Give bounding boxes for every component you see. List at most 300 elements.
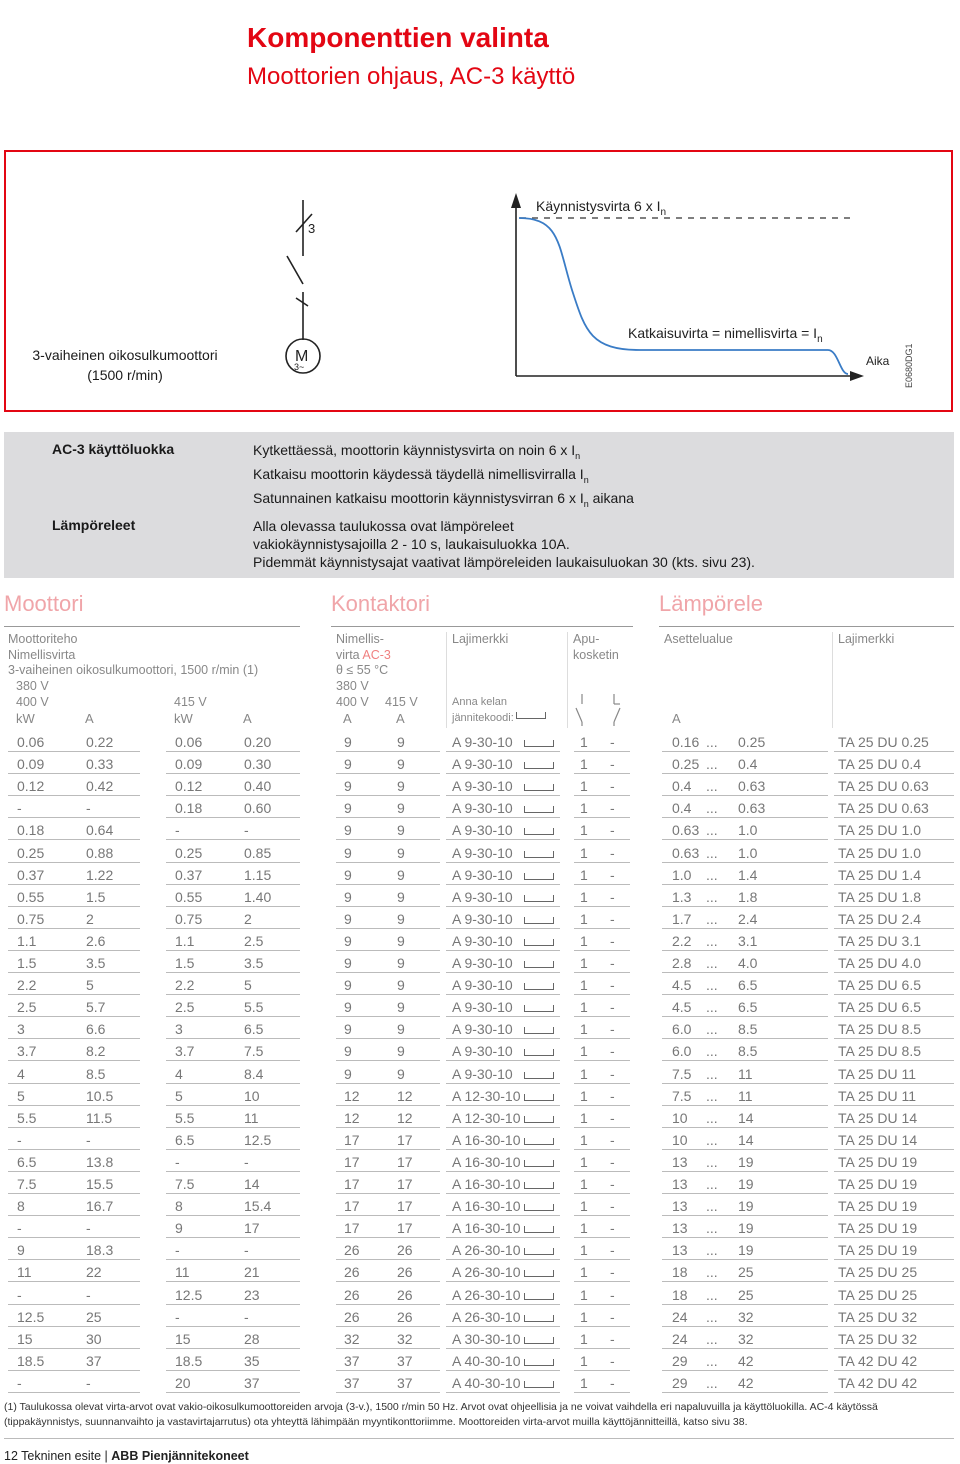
aux-contact-icons <box>568 690 638 730</box>
range-max: 32 <box>738 1330 754 1347</box>
aux-nc: - <box>610 932 615 949</box>
range-min: 0.16 <box>672 734 700 750</box>
aux-no: 1 <box>580 977 588 994</box>
motor-a-380-400: - <box>86 1220 91 1237</box>
aux-no: 1 <box>580 844 588 861</box>
coil-code-icon <box>524 1226 554 1233</box>
motor-a-415: 35 <box>244 1352 260 1369</box>
range-max: 4.0 <box>738 955 758 971</box>
coil-code-icon <box>524 939 554 946</box>
contactor-header: Nimellis- virta AC-3 θ ≤ 55 °C 380 V <box>336 632 391 694</box>
coil-code-icon <box>524 1337 554 1344</box>
range-separator: ... <box>706 866 718 883</box>
range-separator: ... <box>706 910 718 927</box>
relay-type: TA 25 DU 32 <box>838 1308 918 1325</box>
range-min: 4.5 <box>672 999 692 1016</box>
aux-nc: - <box>610 1131 615 1148</box>
motor-a-380-400: 37 <box>86 1352 102 1369</box>
header-divider-3 <box>832 632 833 728</box>
range-separator: ... <box>706 778 718 795</box>
motor-a-380-400: 5.7 <box>86 999 106 1016</box>
motor-a-415: 21 <box>244 1264 260 1281</box>
motor-a-380-400: 10.5 <box>86 1087 114 1104</box>
contactor-a-2: A <box>396 711 405 726</box>
range-separator: ... <box>706 1176 718 1192</box>
aux-nc: - <box>610 756 615 773</box>
range-min: 0.63 <box>672 844 700 861</box>
range-separator: ... <box>706 955 718 971</box>
relay-type: TA 25 DU 19 <box>838 1220 918 1237</box>
contactor-type: A 9-30-10 <box>452 977 513 994</box>
relay-type: TA 25 DU 1.8 <box>838 888 922 905</box>
motor-kw-415: 20 <box>175 1374 191 1391</box>
aux-no: 1 <box>580 932 588 949</box>
aux-no: 1 <box>580 910 588 927</box>
motor-kw-380-400: - <box>17 1220 22 1237</box>
contactor-type: A 9-30-10 <box>452 932 513 949</box>
motor-a-380-400: 16.7 <box>86 1198 114 1215</box>
aux-no: 1 <box>580 1264 588 1281</box>
contactor-a-415: 9 <box>397 866 405 883</box>
motor-a-415: 1.40 <box>244 888 272 905</box>
range-separator: ... <box>706 1043 718 1060</box>
aux-no: 1 <box>580 1330 588 1347</box>
relay-text: Alla olevassa taulukossa ovat lämpöreleet vakiokäynnistysajoilla 2 - 10 s, laukaisuluokka 10A. Pidemmät käynnistysajat vaativat lämpöreleiden laukaisuluokan 30 (kts. sivu 23). <box>253 518 755 570</box>
aux-no: 1 <box>580 999 588 1016</box>
motor-kw-415: - <box>175 1153 180 1170</box>
coil-code-header: Anna kelan jännitekoodi: <box>452 695 546 726</box>
range-separator: ... <box>706 756 718 773</box>
motor-a-415: 11 <box>244 1109 259 1126</box>
aux-nc: - <box>610 1242 615 1259</box>
contactor-a-400: 9 <box>344 955 352 971</box>
aux-nc: - <box>610 910 615 927</box>
range-max: 14 <box>738 1109 754 1126</box>
motor-kw-380-400: 18.5 <box>17 1352 45 1369</box>
range-separator: ... <box>706 1330 718 1347</box>
contactor-type: A 12-30-10 <box>452 1087 521 1104</box>
range-min: 4.5 <box>672 977 692 994</box>
motor-kw-380-400: 0.37 <box>17 866 45 883</box>
aux-no: 1 <box>580 1286 588 1303</box>
contactor-type: A 9-30-10 <box>452 910 513 927</box>
coil-code-icon <box>524 917 554 924</box>
range-max: 0.63 <box>738 778 766 795</box>
motor-kw-380-400: 3.7 <box>17 1043 37 1060</box>
contactor-a-400: 9 <box>344 734 352 750</box>
motor-a-415: 14 <box>244 1176 260 1192</box>
motor-kw-415: 0.09 <box>175 756 203 773</box>
motor-a-380-400: 8.5 <box>86 1065 106 1082</box>
section-contactor-rule <box>331 626 633 627</box>
aux-no: 1 <box>580 1308 588 1325</box>
contactor-a-415: 12 <box>397 1087 413 1104</box>
contactor-a-415: 9 <box>397 800 405 817</box>
contactor-type: A 26-30-10 <box>452 1242 521 1259</box>
range-min: 0.4 <box>672 800 692 817</box>
range-max: 25 <box>738 1264 754 1281</box>
contactor-type: A 9-30-10 <box>452 888 513 905</box>
range-min: 18 <box>672 1286 688 1303</box>
section-motor: Moottori <box>4 591 84 616</box>
motor-a-415: 1.15 <box>244 866 272 883</box>
contactor-a-415: 17 <box>397 1153 413 1170</box>
motor-kw-415: 6.5 <box>175 1131 195 1148</box>
contactor-a-400: 37 <box>344 1352 360 1369</box>
motor-a-380-400: 13.8 <box>86 1153 114 1170</box>
contactor-type: A 9-30-10 <box>452 734 513 750</box>
motor-kw-415: 0.37 <box>175 866 203 883</box>
motor-kw-415: 1.1 <box>175 932 195 949</box>
coil-code-icon <box>524 983 554 990</box>
table-row <box>0 774 960 796</box>
motor-a-380-400: 0.88 <box>86 844 114 861</box>
table-row <box>0 1128 960 1150</box>
range-min: 18 <box>672 1264 688 1281</box>
range-min: 2.2 <box>672 932 692 949</box>
contactor-type: A 26-30-10 <box>452 1286 521 1303</box>
motor-kw-415: 9 <box>175 1220 183 1237</box>
motor-a-415: 0.20 <box>244 734 272 750</box>
relay-type: TA 25 DU 6.5 <box>838 999 922 1016</box>
motor-a-380-400: 2 <box>86 910 94 927</box>
aux-nc: - <box>610 1021 615 1038</box>
motor-letter: M <box>295 348 309 365</box>
relay-type: TA 25 DU 3.1 <box>838 932 922 949</box>
contactor-a-415: 26 <box>397 1308 413 1325</box>
footer-rule <box>4 1438 954 1439</box>
contactor-a-415: 9 <box>397 844 405 861</box>
row-divider <box>834 1392 954 1393</box>
range-separator: ... <box>706 1065 718 1082</box>
coil-code-icon <box>524 806 554 813</box>
contactor-a-400: 17 <box>344 1131 360 1148</box>
contactor-type: A 16-30-10 <box>452 1176 521 1192</box>
contactor-a-400: 9 <box>344 866 352 883</box>
relay-type: TA 25 DU 1.0 <box>838 822 922 839</box>
table-row <box>0 907 960 929</box>
table-row <box>0 1017 960 1039</box>
relay-type: TA 25 DU 0.63 <box>838 778 929 795</box>
aux-no: 1 <box>580 1065 588 1082</box>
motor-kw-380-400: - <box>17 1374 22 1391</box>
motor-kw-415: 0.06 <box>175 734 203 750</box>
contactor-a-415: 26 <box>397 1286 413 1303</box>
contactor-a-415: 9 <box>397 1021 405 1038</box>
range-a: A <box>672 711 681 726</box>
aux-no: 1 <box>580 955 588 971</box>
aux-no: 1 <box>580 1374 588 1391</box>
range-min: 13 <box>672 1198 688 1215</box>
aux-no: 1 <box>580 866 588 883</box>
row-divider <box>336 1392 440 1393</box>
table-row <box>0 796 960 818</box>
aux-nc: - <box>610 1286 615 1303</box>
motor-kw-380-400: 15 <box>17 1330 33 1347</box>
coil-code-icon <box>524 740 554 747</box>
motor-kw-380-400: 0.55 <box>17 888 45 905</box>
range-separator: ... <box>706 1021 718 1038</box>
table-row <box>0 1371 960 1393</box>
coil-code-icon <box>524 1293 554 1300</box>
range-min: 13 <box>672 1153 688 1170</box>
table-row <box>0 1260 960 1282</box>
start-current-label: Käynnistysvirta 6 x $I_n$ <box>536 198 667 218</box>
coil-code-icon <box>524 1248 554 1255</box>
aux-nc: - <box>610 1065 615 1082</box>
motor-kw-415: 0.18 <box>175 800 203 817</box>
aux-nc: - <box>610 1308 615 1325</box>
motor-kw-415: 3 <box>175 1021 183 1038</box>
motor-a-415: 8.4 <box>244 1065 264 1082</box>
aux-nc: - <box>610 778 615 795</box>
motor-a-380-400: 1.22 <box>86 866 114 883</box>
aux-nc: - <box>610 1198 615 1215</box>
contactor-a-400: 17 <box>344 1176 360 1192</box>
aux-no: 1 <box>580 1043 588 1060</box>
table-row <box>0 1172 960 1194</box>
aux-no: 1 <box>580 1220 588 1237</box>
relay-type: TA 25 DU 32 <box>838 1330 918 1347</box>
motor-kw-380-400: 6.5 <box>17 1153 37 1170</box>
relay-type: TA 25 DU 1.0 <box>838 844 922 861</box>
contactor-a-415: 9 <box>397 999 405 1016</box>
contactor-a-400: 9 <box>344 1065 352 1082</box>
contactor-type: A 30-30-10 <box>452 1330 521 1347</box>
range-separator: ... <box>706 932 718 949</box>
contactor-a-400: 12 <box>344 1109 360 1126</box>
motor-kw-380-400: 2.2 <box>17 977 37 994</box>
motor-kw-380-400: 7.5 <box>17 1176 37 1192</box>
aux-nc: - <box>610 1352 615 1369</box>
motor-kw-380-400: 0.12 <box>17 778 45 795</box>
range-max: 1.0 <box>738 822 758 839</box>
aux-nc: - <box>610 1109 615 1126</box>
range-max: 19 <box>738 1153 754 1170</box>
range-min: 24 <box>672 1330 688 1347</box>
contactor-a-415: 9 <box>397 734 405 750</box>
motor-a-415: 15.4 <box>244 1198 272 1215</box>
range-max: 1.8 <box>738 888 758 905</box>
contactor-a-415: 37 <box>397 1352 413 1369</box>
contactor-a-400: 9 <box>344 822 352 839</box>
range-min: 24 <box>672 1308 688 1325</box>
range-separator: ... <box>706 1198 718 1215</box>
range-min: 7.5 <box>672 1087 692 1104</box>
relay-type: TA 25 DU 19 <box>838 1198 918 1215</box>
range-min: 1.3 <box>672 888 692 905</box>
range-separator: ... <box>706 844 718 861</box>
motor-kw-415: 0.55 <box>175 888 203 905</box>
table-row <box>0 1283 960 1305</box>
motor-kw-415: 0.12 <box>175 778 203 795</box>
coil-code-icon <box>524 828 554 835</box>
aux-nc: - <box>610 1330 615 1347</box>
motor-kw-380-400: 1.1 <box>17 932 37 949</box>
table-row <box>0 841 960 863</box>
aux-nc: - <box>610 1087 615 1104</box>
motor-a-1: A <box>85 711 94 726</box>
coil-code-icon <box>524 1315 554 1322</box>
motor-a-415: 10 <box>244 1087 260 1104</box>
motor-kw-415: 0.75 <box>175 910 203 927</box>
relay-type: TA 25 DU 4.0 <box>838 955 922 971</box>
table-row <box>0 863 960 885</box>
range-separator: ... <box>706 822 718 839</box>
aux-nc: - <box>610 955 615 971</box>
range-min: 29 <box>672 1374 688 1391</box>
table-row <box>0 885 960 907</box>
contactor-a-400: 9 <box>344 999 352 1016</box>
coil-code-icon <box>524 895 554 902</box>
motor-a-415: - <box>244 1308 249 1325</box>
motor-a-380-400: 5 <box>86 977 94 994</box>
motor-a-415: 2 <box>244 910 252 927</box>
motor-kw-380-400: 5.5 <box>17 1109 37 1126</box>
motor-a-415: 0.60 <box>244 800 272 817</box>
aux-nc: - <box>610 1043 615 1060</box>
coil-code-icon <box>524 851 554 858</box>
contactor-type: A 9-30-10 <box>452 800 513 817</box>
aux-nc: - <box>610 1374 615 1391</box>
range-separator: ... <box>706 1087 718 1104</box>
table-row <box>0 973 960 995</box>
relay-type: TA 25 DU 1.4 <box>838 866 922 883</box>
motor-a-380-400: 22 <box>86 1264 102 1281</box>
contactor-a-400: 17 <box>344 1153 360 1170</box>
aux-no: 1 <box>580 1198 588 1215</box>
contactor-a-400: 9 <box>344 910 352 927</box>
motor-a-380-400: 0.64 <box>86 822 114 839</box>
motor-kw-415: 1.5 <box>175 955 195 971</box>
aux-no: 1 <box>580 888 588 905</box>
contactor-a-415: 9 <box>397 778 405 795</box>
motor-kw-380-400: 11 <box>17 1264 32 1281</box>
row-divider <box>446 1392 560 1393</box>
range-separator: ... <box>706 999 718 1016</box>
range-min: 2.8 <box>672 955 692 971</box>
motor-kw-415: 7.5 <box>175 1176 195 1192</box>
motor-kw-380-400: 8 <box>17 1198 25 1215</box>
relay-type: TA 25 DU 19 <box>838 1176 918 1192</box>
contactor-type: A 40-30-10 <box>452 1352 521 1369</box>
phase-count: 3 <box>308 221 316 236</box>
range-min: 13 <box>672 1242 688 1259</box>
motor-a-380-400: 2.6 <box>86 932 106 949</box>
contactor-type: A 9-30-10 <box>452 955 513 971</box>
range-min: 6.0 <box>672 1021 692 1038</box>
relay-type: TA 25 DU 2.4 <box>838 910 922 927</box>
motor-kw-380-400: 0.25 <box>17 844 45 861</box>
motor-kw-380-400: 0.75 <box>17 910 45 927</box>
contactor-a-415: 26 <box>397 1242 413 1259</box>
range-max: 8.5 <box>738 1043 758 1060</box>
motor-kw-415: 11 <box>175 1264 190 1281</box>
contactor-a-415: 12 <box>397 1109 413 1126</box>
contactor-a-400: 9 <box>344 977 352 994</box>
range-max: 19 <box>738 1242 754 1259</box>
motor-a-380-400: 0.42 <box>86 778 114 795</box>
motor-kw-415: - <box>175 1242 180 1259</box>
aux-nc: - <box>610 1220 615 1237</box>
table-row <box>0 818 960 840</box>
contactor-a-400: 9 <box>344 844 352 861</box>
motor-diagram <box>0 0 960 420</box>
motor-kw-415: 5 <box>175 1087 183 1104</box>
range-max: 8.5 <box>738 1021 758 1038</box>
range-min: 13 <box>672 1220 688 1237</box>
range-max: 19 <box>738 1176 754 1192</box>
aux-no: 1 <box>580 1131 588 1148</box>
page-footer: 12 Tekninen esite | ABB Pienjännitekoneet <box>4 1449 249 1463</box>
motor-a-380-400: 0.22 <box>86 734 114 750</box>
motor-kw-380-400: 12.5 <box>17 1308 45 1325</box>
coil-code-icon <box>524 1182 554 1189</box>
header-divider-2 <box>567 632 568 728</box>
aux-no: 1 <box>580 822 588 839</box>
contactor-type: A 26-30-10 <box>452 1264 521 1281</box>
motor-a-415: - <box>244 1242 249 1259</box>
coil-code-icon <box>524 1094 554 1101</box>
contactor-a-415: 9 <box>397 977 405 994</box>
aux-no: 1 <box>580 1352 588 1369</box>
aux-no: 1 <box>580 1153 588 1170</box>
contactor-a-400: 17 <box>344 1198 360 1215</box>
coil-code-icon <box>524 1072 554 1079</box>
aux-no: 1 <box>580 756 588 773</box>
aux-nc: - <box>610 866 615 883</box>
table-row <box>0 1150 960 1172</box>
contactor-a-415: 17 <box>397 1198 413 1215</box>
motor-kw-380-400: - <box>17 1286 22 1303</box>
contactor-type: A 40-30-10 <box>452 1374 521 1391</box>
relay-label: Lämpöreleet <box>52 517 136 533</box>
motor-kw-415: 8 <box>175 1198 183 1215</box>
motor-a-415: 6.5 <box>244 1021 264 1038</box>
motor-kw-380-400: 2.5 <box>17 999 37 1016</box>
motor-a-415: - <box>244 1153 249 1170</box>
contactor-type-header: Lajimerkki <box>452 632 509 646</box>
motor-a-380-400: - <box>86 1131 91 1148</box>
header-divider-1 <box>446 632 447 728</box>
range-min: 7.5 <box>672 1065 692 1082</box>
range-max: 0.25 <box>738 734 766 750</box>
ac3-text: Kytkettäessä, moottorin käynnistysvirta on noin 6 x $I_n$ Katkaisu moottorin käydessä täydellä nimellisvirralla $I_n$ Satunnainen katkaisu moottorin käynnistysvirran 6 x $I_n$ aikana <box>253 442 634 509</box>
motor-a-380-400: 11.5 <box>86 1109 113 1126</box>
contactor-type: A 26-30-10 <box>452 1308 521 1325</box>
range-max: 11 <box>738 1087 753 1104</box>
range-separator: ... <box>706 1352 718 1369</box>
contactor-a-415: 9 <box>397 756 405 773</box>
motor-a-380-400: 6.6 <box>86 1021 106 1038</box>
contactor-a-400: 9 <box>344 1021 352 1038</box>
motor-415v: 415 V <box>174 695 207 709</box>
range-header: Asettelualue <box>664 632 733 646</box>
aux-no: 1 <box>580 1176 588 1192</box>
table-row <box>0 752 960 774</box>
coil-code-icon <box>524 1138 554 1145</box>
relay-type: TA 25 DU 0.25 <box>838 734 929 750</box>
aux-nc: - <box>610 888 615 905</box>
range-min: 10 <box>672 1131 688 1148</box>
range-min: 29 <box>672 1352 688 1369</box>
contactor-a-415: 9 <box>397 955 405 971</box>
aux-nc: - <box>610 977 615 994</box>
aux-nc: - <box>610 1176 615 1192</box>
motor-kw-415: 2.5 <box>175 999 195 1016</box>
motor-400v: 400 V <box>16 695 49 709</box>
motor-kw-380-400: 0.09 <box>17 756 45 773</box>
